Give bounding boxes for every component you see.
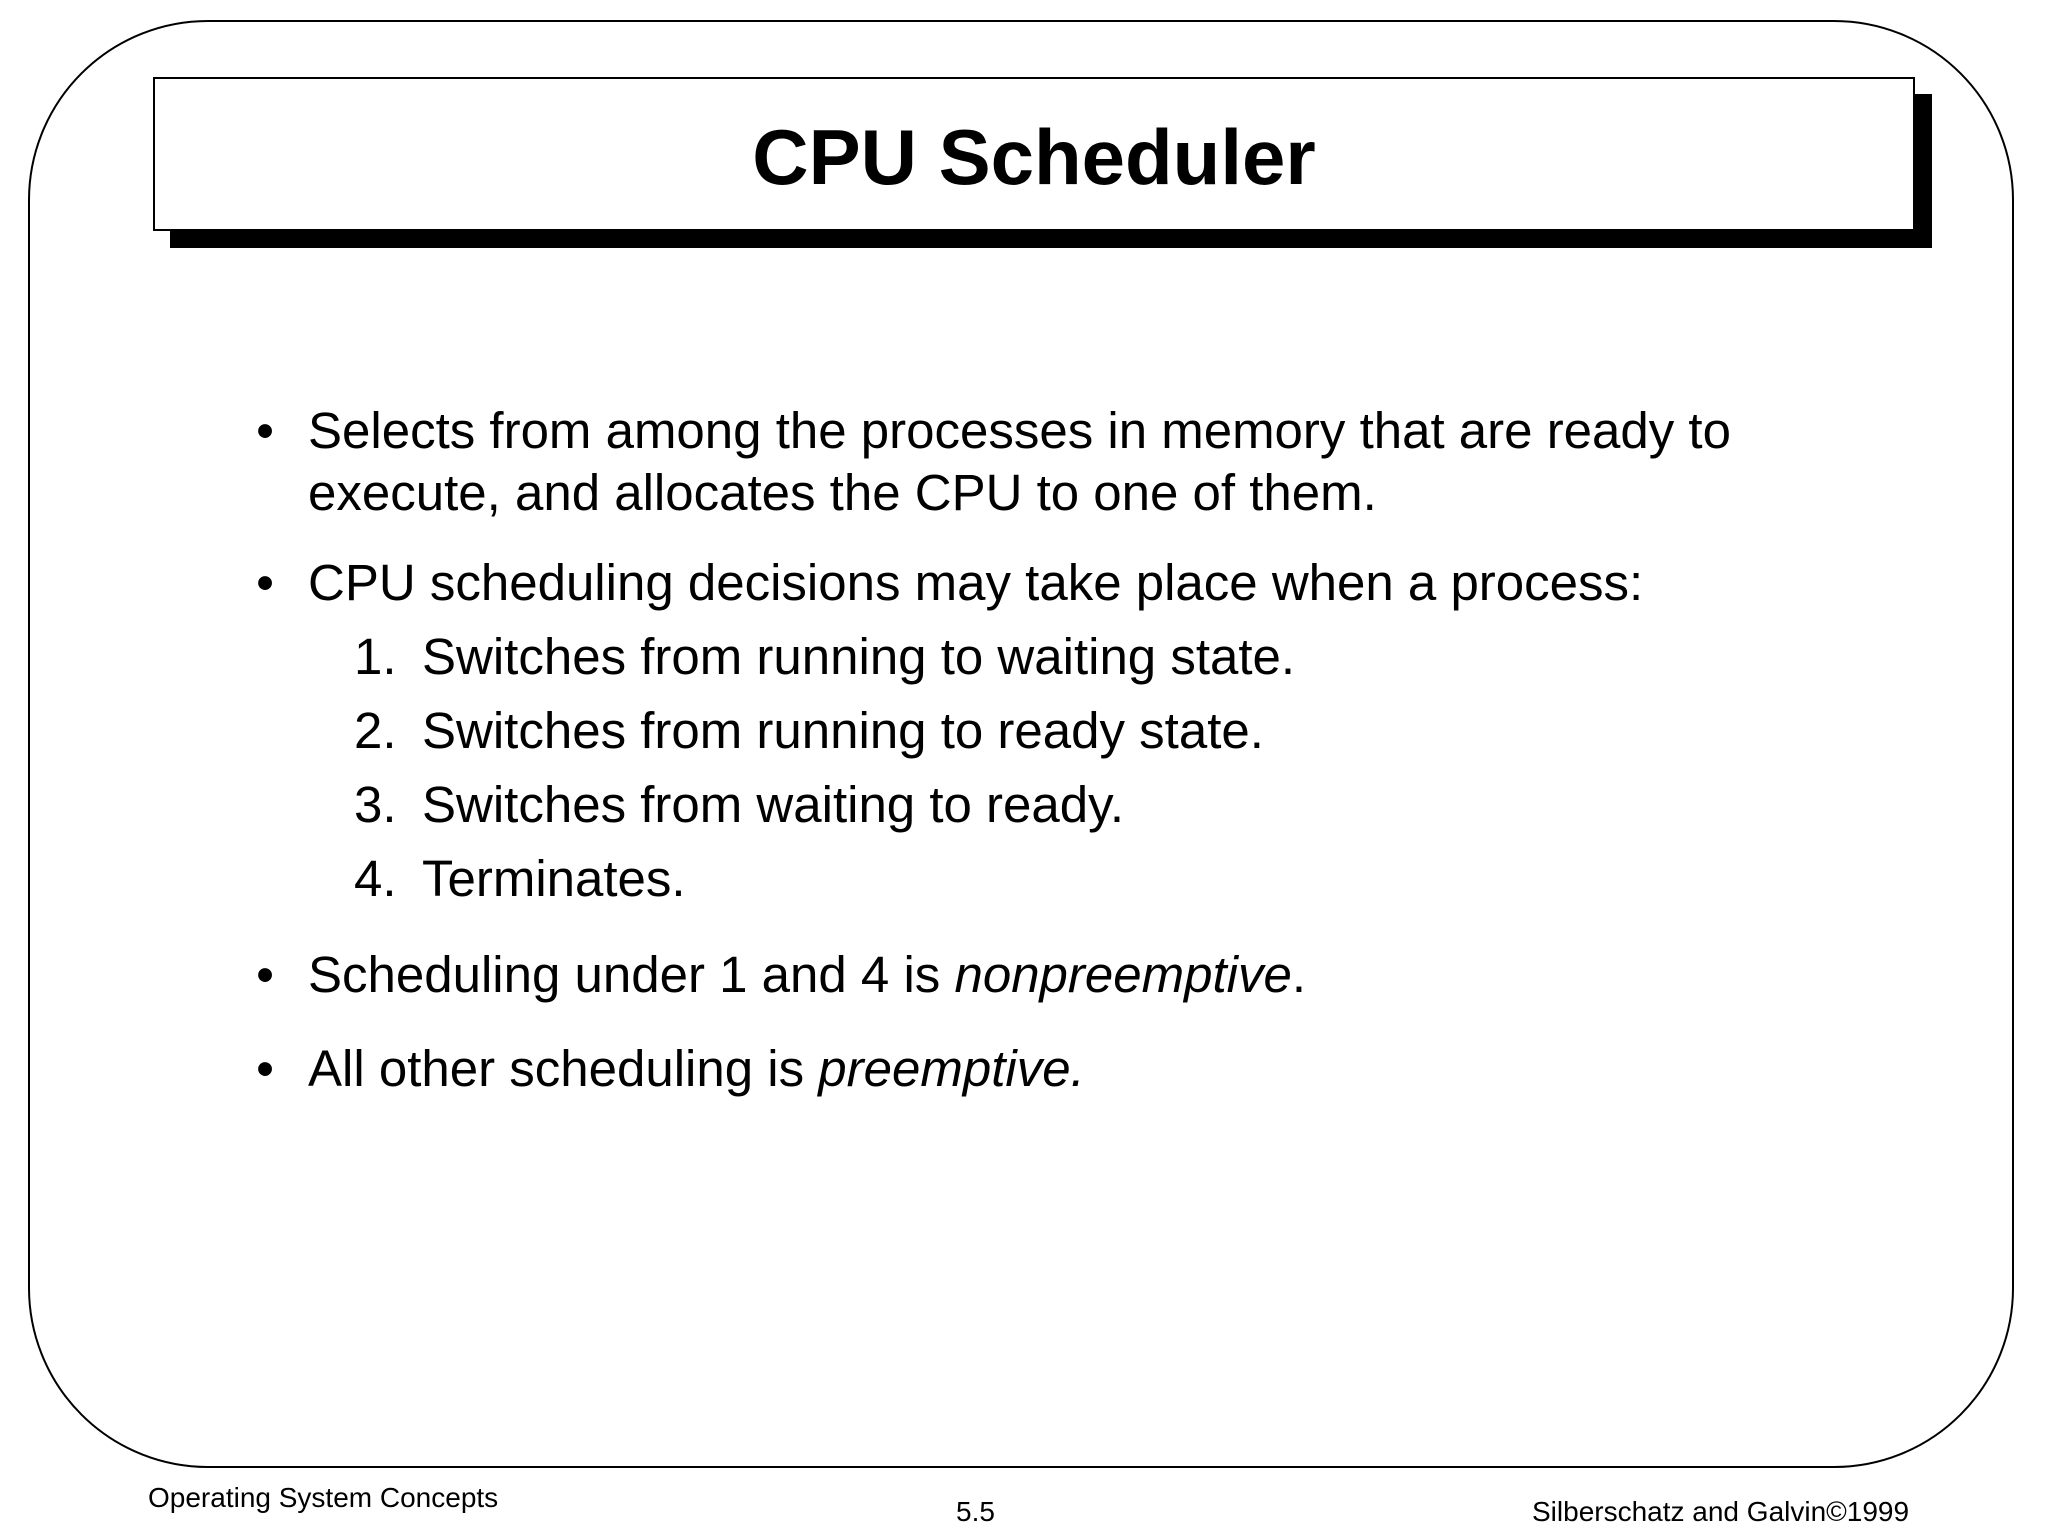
- list-number: 3.: [354, 776, 397, 833]
- footer-copyright: Silberschatz and Galvin©1999: [1532, 1496, 1910, 1527]
- title-box: [153, 77, 1915, 231]
- list-number: 4.: [354, 850, 397, 907]
- list-text: Switches from running to waiting state.: [422, 628, 1296, 685]
- list-number: 1.: [354, 628, 397, 685]
- bullet-text-prefix: Scheduling under 1 and 4 is: [308, 946, 955, 1003]
- bullet-item: [250, 552, 1830, 614]
- list-text: Switches from waiting to ready.: [422, 776, 1124, 833]
- footer-course-title: Operating System Concepts: [148, 1482, 499, 1513]
- list-item: [250, 774, 1830, 836]
- list-number: 2.: [354, 702, 397, 759]
- list-text: Terminates.: [422, 850, 686, 907]
- bullet-text: CPU scheduling decisions may take place when a process:: [308, 554, 1644, 611]
- bullet-text-prefix: All other scheduling is: [308, 1040, 819, 1097]
- bullet-dot: •: [256, 946, 274, 1003]
- bullet-item: [250, 1038, 1830, 1100]
- bullet-item: [250, 944, 1830, 1006]
- bullet-dot: •: [256, 1040, 274, 1097]
- list-item: [250, 700, 1830, 762]
- footer-slide-number: 5.5: [956, 1496, 995, 1527]
- bullet-dot: •: [256, 554, 274, 611]
- list-item: [250, 626, 1830, 688]
- bullet-text-emphasis: nonpreemptive: [954, 946, 1292, 1003]
- bullet-item: [250, 400, 1830, 524]
- list-item: [250, 848, 1830, 910]
- bullet-dot: •: [256, 402, 274, 459]
- slide-title: CPU Scheduler: [752, 113, 1316, 201]
- bullet-text: Selects from among the processes in memory that are ready to execute, and allocates the CPU to one of them.: [308, 402, 1731, 521]
- numbered-list: [250, 626, 1830, 910]
- list-text: Switches from running to ready state.: [422, 702, 1264, 759]
- slide-content: [250, 400, 1830, 1100]
- bullet-text-suffix: .: [1291, 946, 1307, 1003]
- bullet-text-emphasis: preemptive.: [818, 1040, 1085, 1097]
